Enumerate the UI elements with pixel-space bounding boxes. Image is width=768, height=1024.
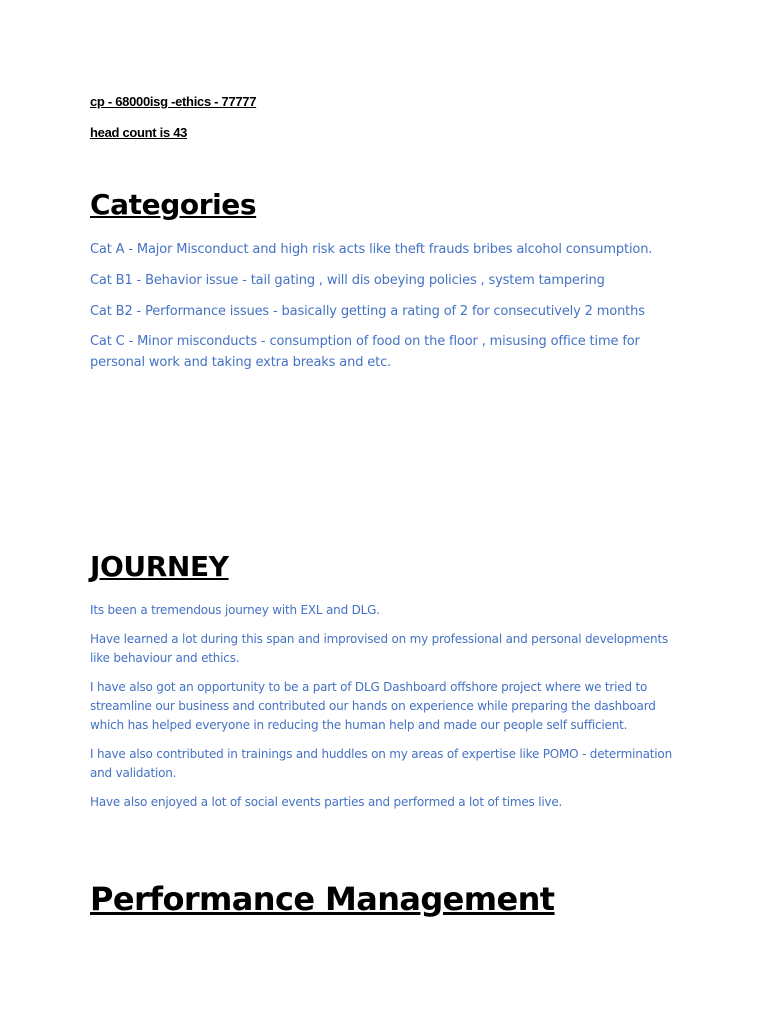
note-head-count: head count is 43 — [90, 125, 188, 140]
category-item-b2: Cat B2 - Performance issues - basically getting a rating of 2 for consecutively 2 months — [90, 304, 645, 319]
categories-heading: Categories — [90, 188, 257, 221]
category-item-c: Cat C - Minor misconducts - consumption of food on the floor , misusing office time for personal work and taking extra breaks and etc. — [90, 334, 640, 370]
journey-paragraph: Have learned a lot during this span and improvised on my professional and personal developments like behaviour and ethics. — [90, 632, 669, 665]
journey-paragraph: Its been a tremendous journey with EXL and DLG. — [90, 603, 380, 617]
note-cp-ethics: cp - 68000isg -ethics - 77777 — [90, 94, 257, 109]
journey-paragraph: Have also enjoyed a lot of social events parties and performed a lot of times live. — [90, 795, 563, 809]
category-item-a: Cat A - Major Misconduct and high risk acts like theft frauds bribes alcohol consumption. — [90, 242, 653, 257]
journey-paragraph: I have also got an opportunity to be a part of DLG Dashboard offshore project where we tried to streamline our business and contributed our hands on experience while preparing the dashboard which has helped everyone in reducing the human help and made our people self sufficient. — [90, 680, 656, 732]
journey-paragraph: I have also contributed in trainings and huddles on my areas of expertise like POMO - determination and validation. — [90, 747, 672, 780]
performance-management-heading: Performance Management — [90, 880, 555, 918]
category-item-b1: Cat B1 - Behavior issue - tail gating , will dis obeying policies , system tampering — [90, 273, 605, 288]
journey-heading: JOURNEY — [90, 550, 229, 583]
